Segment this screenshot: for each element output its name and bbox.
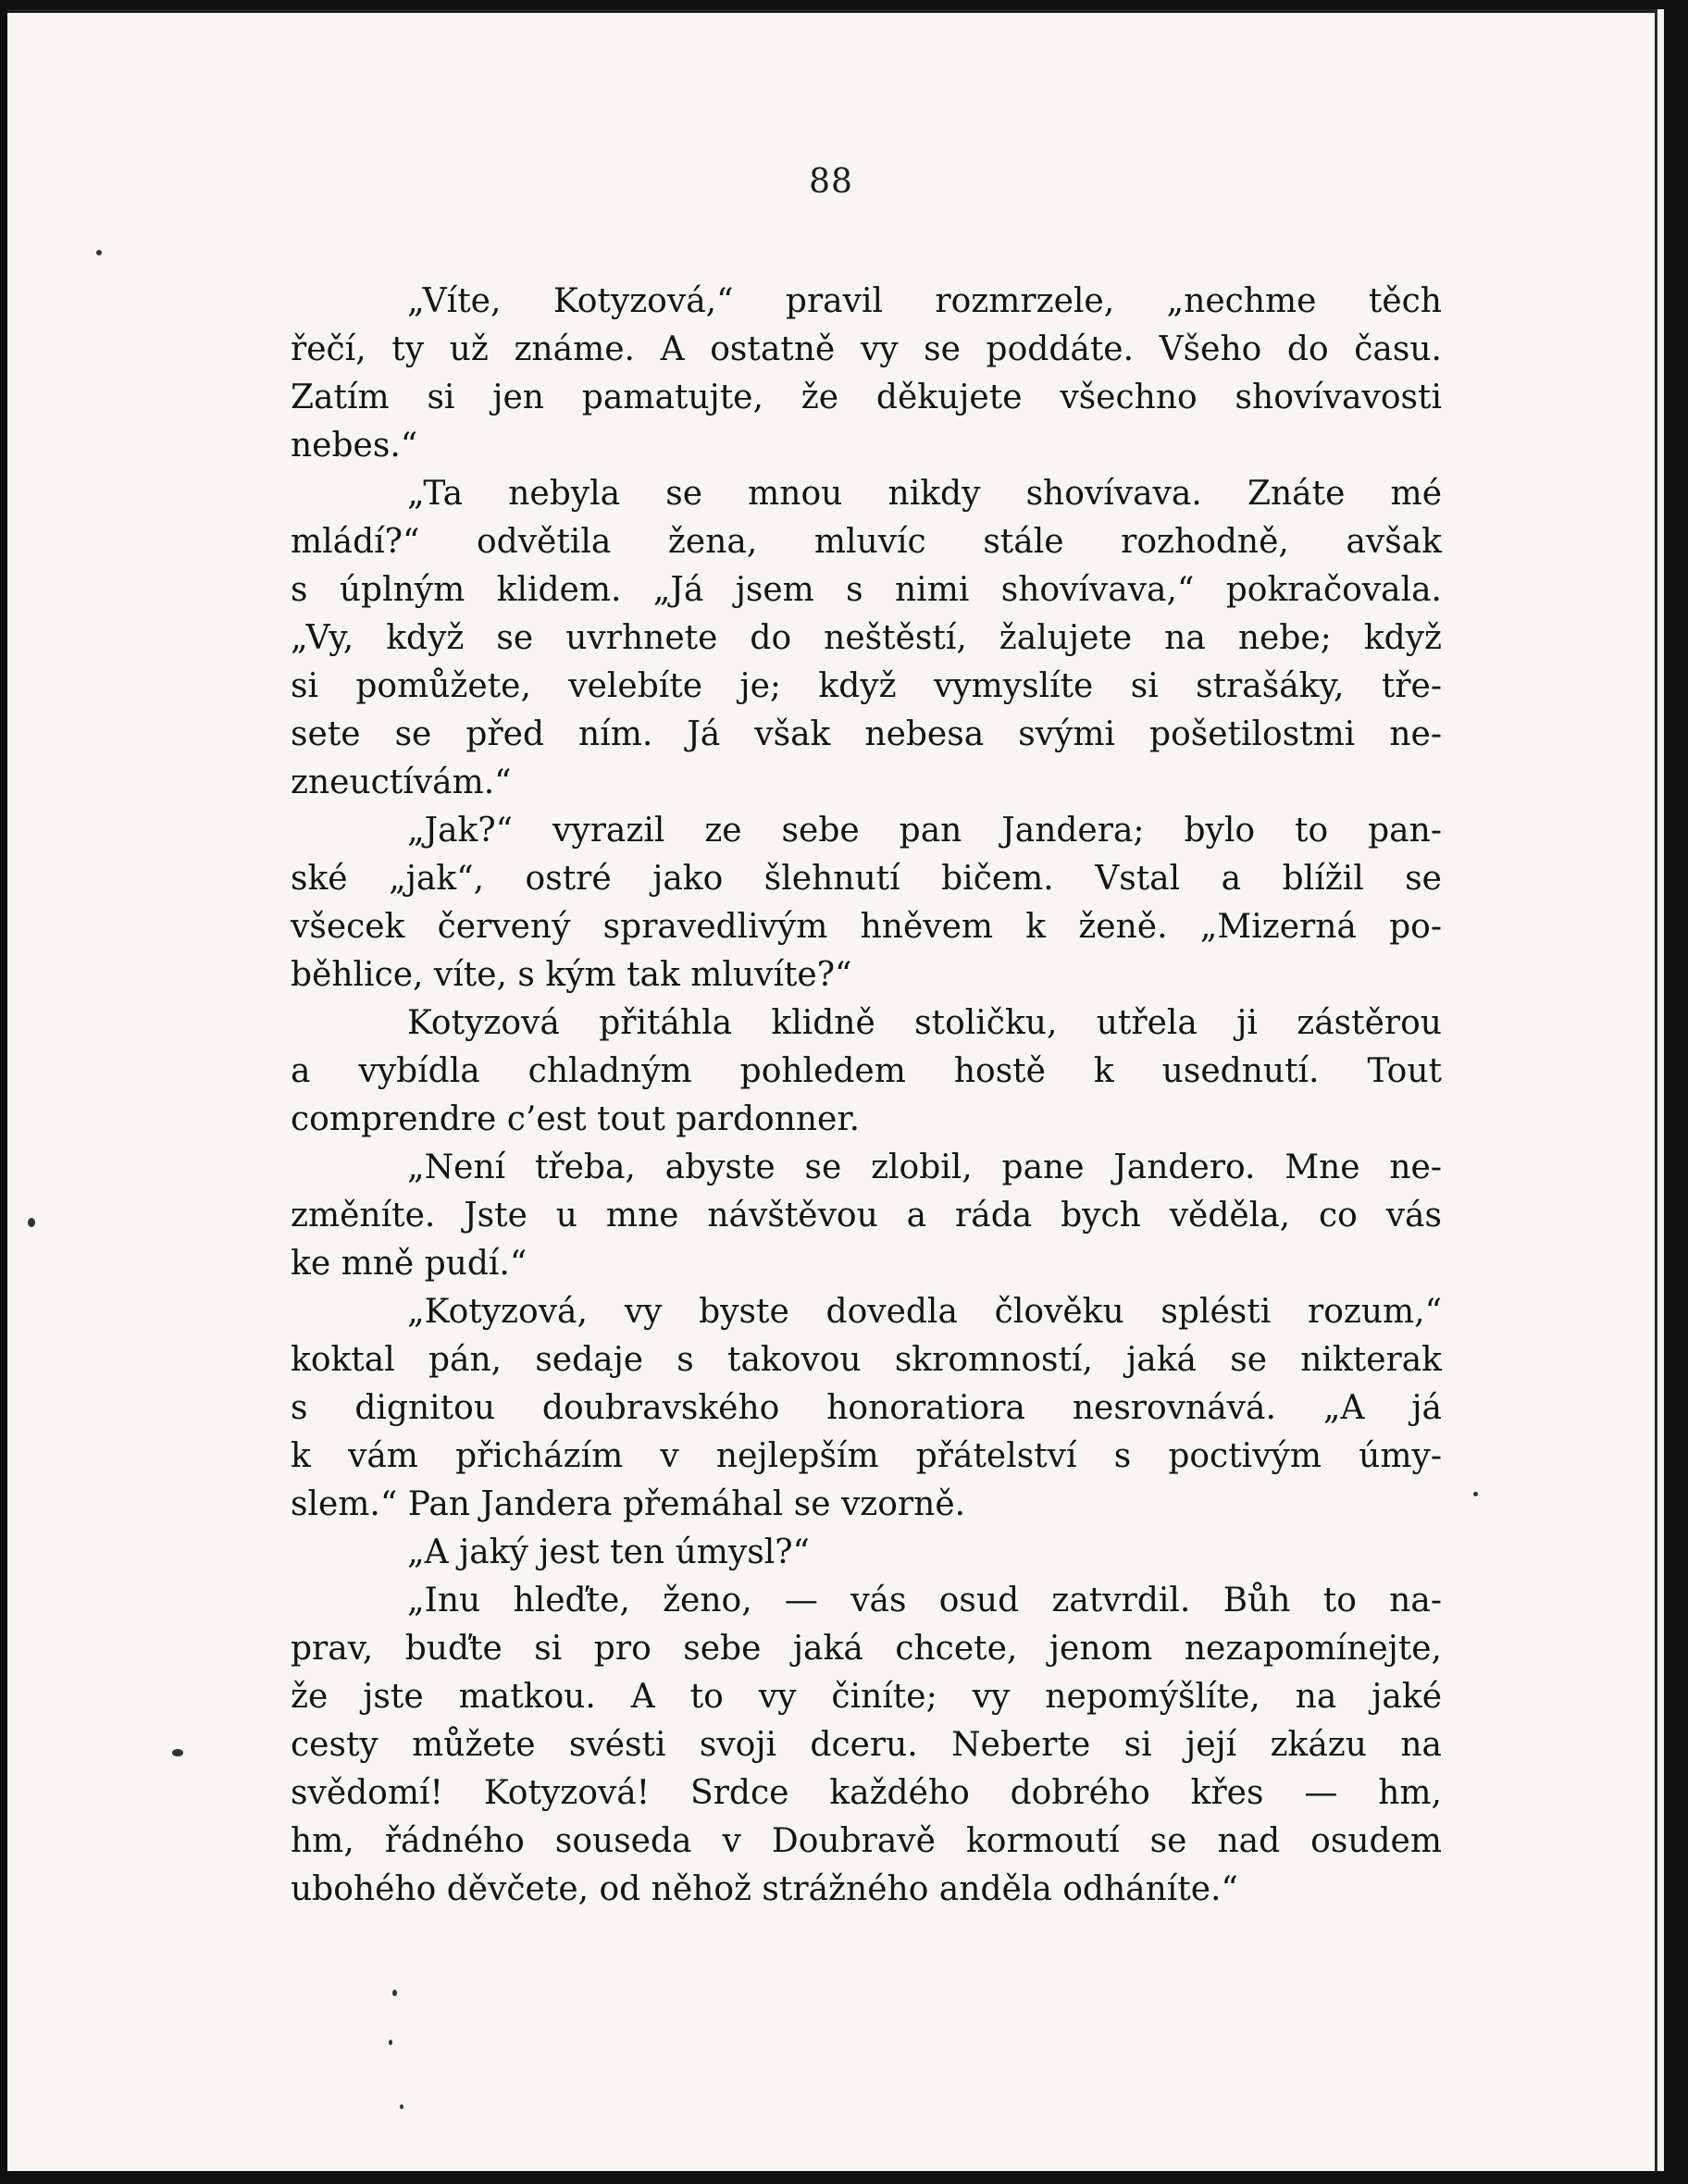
text-line: s dignitou doubravského honoratiora nesrovnává. „A já — [291, 1389, 1442, 1427]
text-line: „Jak?“ vyrazil ze sebe pan Jandera; bylo to pan- — [407, 812, 1442, 850]
text-line: svědomí! Kotyzová! Srdce každého dobrého křes — hm, — [291, 1774, 1442, 1812]
text-line: „Kotyzová, vy byste dovedla člověku splésti rozum,“ — [407, 1293, 1442, 1331]
text-line: ke mně pudí.“ — [291, 1245, 528, 1283]
text-line: „Vy, když se uvrhnete do neštěstí, žalujete na nebe; když — [291, 619, 1442, 657]
text-line: mládí?“ odvětila žena, mluvíc stále rozhodně, avšak — [291, 523, 1442, 561]
text-line: „Není třeba, abyste se zlobil, pane Jandero. Mne ne- — [407, 1148, 1442, 1186]
paragraph — [291, 1577, 1442, 1914]
book-page — [7, 9, 1655, 2171]
text-line: si pomůžete, velebíte je; když vymyslíte si strašáky, tře- — [291, 667, 1442, 705]
text-line: Kotyzová přitáhla klidně stoličku, utřela ji zástěrou — [407, 1004, 1442, 1042]
text-line: „Ta nebyla se mnou nikdy shovívava. Znáte mé — [407, 475, 1442, 513]
scan-speck — [172, 1749, 183, 1756]
text-line: cesty můžete svésti svoji dceru. Neberte si její zkázu na — [291, 1726, 1442, 1764]
page-edge — [1655, 9, 1664, 2171]
scan-speck — [392, 1990, 397, 1996]
paragraph — [291, 1144, 1442, 1288]
text-line: nebes.“ — [291, 427, 418, 465]
paragraph — [291, 1288, 1442, 1529]
text-line: Zatím si jen pamatujte, že děkujete všechno shovívavosti — [291, 378, 1442, 416]
paragraph — [291, 999, 1442, 1144]
scan-speck — [28, 1218, 35, 1227]
text-line: hm, řádného souseda v Doubravě kormoutí se nad osudem — [291, 1822, 1442, 1860]
scan-speck — [96, 250, 102, 255]
paragraph — [291, 807, 1442, 999]
paragraph — [291, 470, 1442, 807]
text-line: ské „jak“, ostré jako šlehnutí bičem. Vstal a blížil se — [291, 860, 1442, 898]
text-line: „Inu hleďte, ženo, — vás osud zatvrdil. Bůh to na- — [407, 1582, 1442, 1619]
text-line: k vám přicházím v nejlepším přátelství s poctivým úmy- — [291, 1437, 1442, 1475]
text-line: s úplným klidem. „Já jsem s nimi shovívava,“ pokračovala. — [291, 571, 1442, 609]
text-line: „A jaký jest ten úmysl?“ — [407, 1533, 810, 1571]
text-line: comprendre c’est tout pardonner. — [291, 1100, 861, 1138]
scan-speck — [400, 2104, 403, 2109]
text-line: „Víte, Kotyzová,“ pravil rozmrzele, „nechme těch — [407, 282, 1442, 320]
text-line: ubohého děvčete, od něhož strážného anděla odháníte.“ — [291, 1870, 1238, 1908]
text-line: slem.“ Pan Jandera přemáhal se vzorně. — [291, 1485, 966, 1523]
text-line: běhlice, víte, s kým tak mluvíte?“ — [291, 956, 852, 994]
scan-speck — [389, 2040, 392, 2045]
text-line: sete se před ním. Já však nebesa svými pošetilostmi ne- — [291, 715, 1442, 753]
body-text — [291, 278, 1442, 1914]
text-line: zneuctívám.“ — [291, 763, 512, 801]
text-line: změníte. Jste u mne návštěvou a ráda bych věděla, co vás — [291, 1197, 1442, 1235]
scan-speck — [1473, 1492, 1478, 1496]
text-line: řečí, ty už známe. A ostatně vy se poddáte. Všeho do času. — [291, 330, 1442, 368]
text-line: koktal pán, sedaje s takovou skromností, jaká se nikterak — [291, 1341, 1442, 1379]
page-number: 88 — [809, 163, 853, 201]
text-line: a vybídla chladným pohledem hostě k usednutí. Tout — [291, 1052, 1442, 1090]
text-line: všecek červený spravedlivým hněvem k ženě. „Mizerná po- — [291, 908, 1442, 946]
paragraph — [291, 278, 1442, 470]
text-line: že jste matkou. A to vy činíte; vy nepomýšlíte, na jaké — [291, 1678, 1442, 1716]
text-line: prav, buďte si pro sebe jaká chcete, jenom nezapomínejte, — [291, 1630, 1442, 1668]
paragraph — [291, 1529, 1442, 1577]
